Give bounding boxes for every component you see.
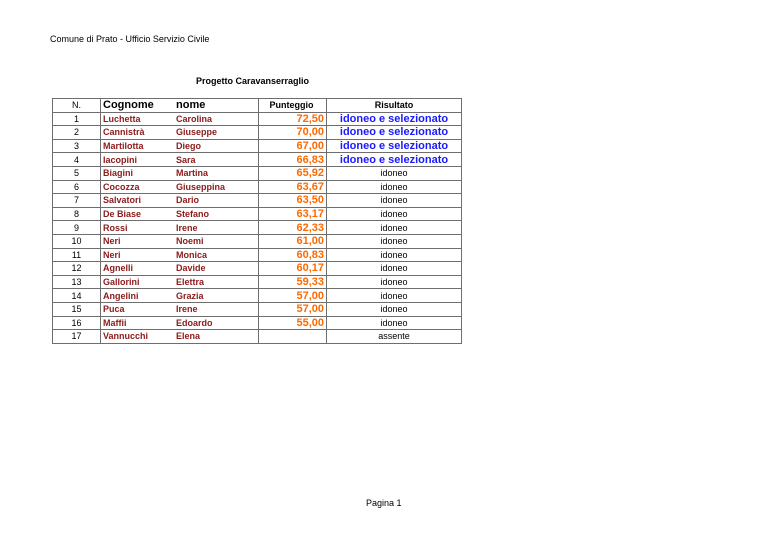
row-number-cell: 14 <box>53 289 101 303</box>
table-header-row <box>53 99 462 113</box>
risultato-cell: idoneo <box>327 194 462 208</box>
cognome-cell: Salvatori <box>101 194 175 208</box>
cognome-cell: Maffii <box>101 316 175 330</box>
table-row <box>53 112 462 126</box>
nome-cell: Stefano <box>174 207 259 221</box>
table-row <box>53 316 462 330</box>
punteggio-cell: 60,17 <box>259 262 327 276</box>
column-header-cognome: Cognome <box>101 99 175 113</box>
nome-cell: Irene <box>174 221 259 235</box>
table-row <box>53 302 462 316</box>
cognome-cell: Angelini <box>101 289 175 303</box>
document-header: Comune di Prato - Ufficio Servizio Civile <box>50 34 210 44</box>
nome-cell: Martina <box>174 166 259 180</box>
nome-cell: Diego <box>174 139 259 153</box>
table-row <box>53 289 462 303</box>
nome-cell: Sara <box>174 153 259 167</box>
ranking-table <box>52 98 462 344</box>
table-row <box>53 275 462 289</box>
row-number-cell: 3 <box>53 139 101 153</box>
punteggio-cell: 66,83 <box>259 153 327 167</box>
row-number-cell: 13 <box>53 275 101 289</box>
punteggio-cell: 65,92 <box>259 166 327 180</box>
punteggio-cell: 63,67 <box>259 180 327 194</box>
nome-cell: Elettra <box>174 275 259 289</box>
risultato-cell: idoneo e selezionato <box>327 153 462 167</box>
row-number-cell: 8 <box>53 207 101 221</box>
risultato-cell: idoneo <box>327 221 462 235</box>
cognome-cell: Biagini <box>101 166 175 180</box>
row-number-cell: 12 <box>53 262 101 276</box>
table-row <box>53 221 462 235</box>
punteggio-cell: 59,33 <box>259 275 327 289</box>
row-number-cell: 9 <box>53 221 101 235</box>
cognome-cell: Puca <box>101 302 175 316</box>
risultato-cell: idoneo <box>327 207 462 221</box>
table-row <box>53 207 462 221</box>
cognome-cell: Martilotta <box>101 139 175 153</box>
nome-cell: Elena <box>174 330 259 344</box>
risultato-cell: idoneo <box>327 248 462 262</box>
table-row <box>53 248 462 262</box>
cognome-cell: Vannucchi <box>101 330 175 344</box>
punteggio-cell: 67,00 <box>259 139 327 153</box>
cognome-cell: Agnelli <box>101 262 175 276</box>
row-number-cell: 10 <box>53 234 101 248</box>
nome-cell: Davide <box>174 262 259 276</box>
column-header-punteggio: Punteggio <box>259 99 327 113</box>
table-row <box>53 180 462 194</box>
nome-cell: Edoardo <box>174 316 259 330</box>
row-number-cell: 7 <box>53 194 101 208</box>
row-number-cell: 4 <box>53 153 101 167</box>
table-row <box>53 166 462 180</box>
nome-cell: Carolina <box>174 112 259 126</box>
risultato-cell: idoneo <box>327 262 462 276</box>
nome-cell: Monica <box>174 248 259 262</box>
punteggio-cell: 60,83 <box>259 248 327 262</box>
punteggio-cell: 57,00 <box>259 302 327 316</box>
row-number-cell: 6 <box>53 180 101 194</box>
row-number-cell: 15 <box>53 302 101 316</box>
punteggio-cell: 72,50 <box>259 112 327 126</box>
table-row <box>53 139 462 153</box>
risultato-cell: idoneo e selezionato <box>327 126 462 140</box>
cognome-cell: Rossi <box>101 221 175 235</box>
risultato-cell: idoneo <box>327 275 462 289</box>
risultato-cell: idoneo <box>327 234 462 248</box>
row-number-cell: 2 <box>53 126 101 140</box>
cognome-cell: Neri <box>101 234 175 248</box>
table-row <box>53 234 462 248</box>
cognome-cell: Cocozza <box>101 180 175 194</box>
cognome-cell: De Biase <box>101 207 175 221</box>
punteggio-cell: 55,00 <box>259 316 327 330</box>
risultato-cell: idoneo <box>327 289 462 303</box>
punteggio-cell: 61,00 <box>259 234 327 248</box>
cognome-cell: Luchetta <box>101 112 175 126</box>
risultato-cell: idoneo e selezionato <box>327 112 462 126</box>
row-number-cell: 11 <box>53 248 101 262</box>
cognome-cell: Iacopini <box>101 153 175 167</box>
cognome-cell: Neri <box>101 248 175 262</box>
risultato-cell: idoneo <box>327 316 462 330</box>
cognome-cell: Gallorini <box>101 275 175 289</box>
nome-cell: Giuseppina <box>174 180 259 194</box>
punteggio-cell: 63,17 <box>259 207 327 221</box>
table-row <box>53 262 462 276</box>
column-header-nome: nome <box>174 99 259 113</box>
nome-cell: Noemi <box>174 234 259 248</box>
table-row <box>53 194 462 208</box>
page-number: Pagina 1 <box>366 498 402 508</box>
punteggio-cell: 70,00 <box>259 126 327 140</box>
project-title: Progetto Caravanserraglio <box>196 76 310 86</box>
risultato-cell: idoneo <box>327 180 462 194</box>
row-number-cell: 1 <box>53 112 101 126</box>
nome-cell: Grazia <box>174 289 259 303</box>
nome-cell: Irene <box>174 302 259 316</box>
row-number-cell: 16 <box>53 316 101 330</box>
punteggio-cell: 57,00 <box>259 289 327 303</box>
row-number-cell: 5 <box>53 166 101 180</box>
row-number-cell: 17 <box>53 330 101 344</box>
risultato-cell: idoneo <box>327 302 462 316</box>
table-row <box>53 330 462 344</box>
risultato-cell: assente <box>327 330 462 344</box>
risultato-cell: idoneo e selezionato <box>327 139 462 153</box>
nome-cell: Giuseppe <box>174 126 259 140</box>
nome-cell: Dario <box>174 194 259 208</box>
cognome-cell: Cannistrà <box>101 126 175 140</box>
punteggio-cell: 63,50 <box>259 194 327 208</box>
table-row <box>53 153 462 167</box>
punteggio-cell: 62,33 <box>259 221 327 235</box>
column-header-risultato: Risultato <box>327 99 462 113</box>
risultato-cell: idoneo <box>327 166 462 180</box>
column-header-number: N. <box>53 99 101 113</box>
punteggio-cell <box>259 330 327 344</box>
table-row <box>53 126 462 140</box>
